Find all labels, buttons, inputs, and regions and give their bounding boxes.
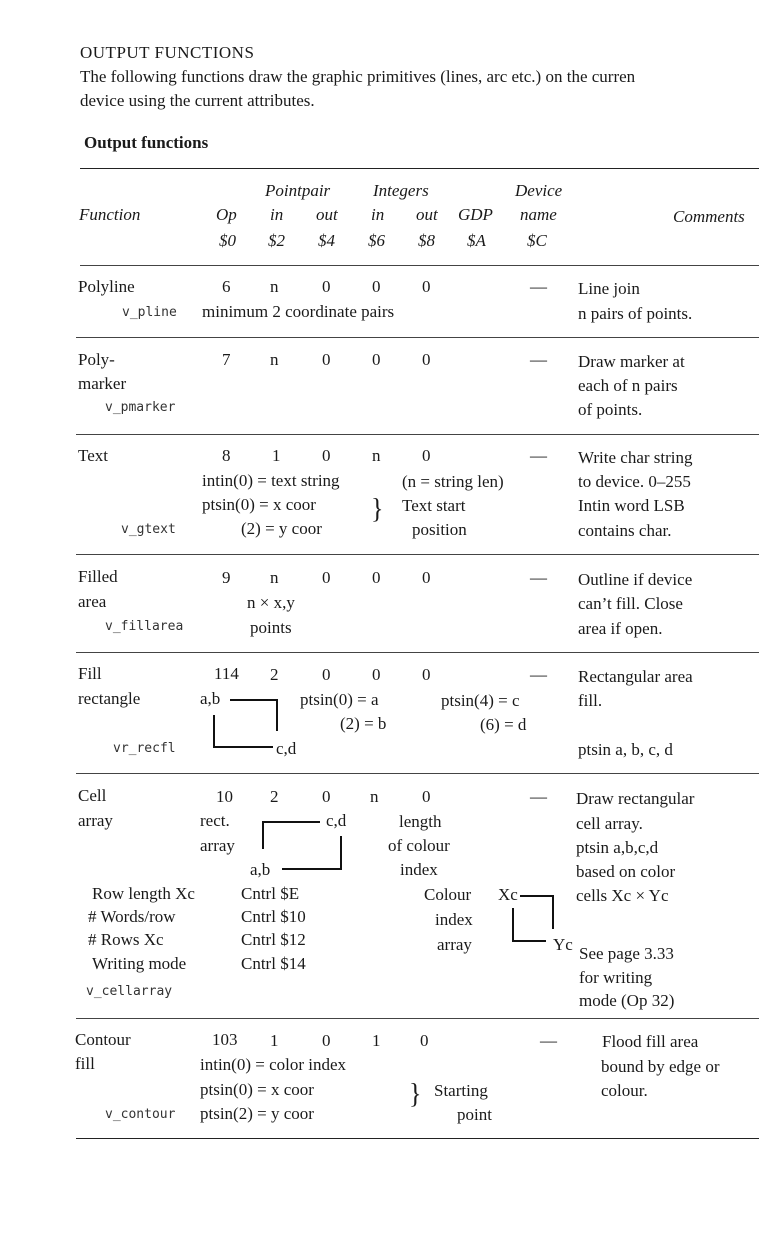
- control-value: Cntrl $12: [241, 930, 306, 949]
- integers-in-value: 0: [372, 568, 381, 587]
- header-pointpair: Pointpair: [265, 181, 331, 200]
- function-code: v_fillarea: [105, 619, 184, 634]
- function-note: ptsin(2) = y coor: [200, 1104, 314, 1123]
- function-note: Colour: [424, 885, 472, 904]
- pointpair-out-value: 0: [322, 568, 331, 587]
- comment-line: area if open.: [578, 619, 663, 638]
- function-code: v_pline: [122, 305, 177, 320]
- function-name: Cell: [78, 786, 107, 805]
- header-offset: $0: [219, 231, 236, 250]
- row-rule: [76, 337, 759, 338]
- diagram-line: [213, 746, 273, 748]
- comment-line: can’t fill. Close: [578, 594, 683, 613]
- header-pointpair-in: in: [270, 205, 284, 224]
- comment-line: Write char string: [578, 448, 693, 467]
- pointpair-out-value: 0: [322, 277, 331, 296]
- op-value: 10: [216, 787, 233, 806]
- integers-out-value: 0: [420, 1031, 429, 1050]
- comment-line: ptsin a,b,c,d: [576, 838, 659, 857]
- device-name-value: —: [530, 787, 547, 806]
- intro-line-2: device using the current attributes.: [80, 91, 315, 110]
- function-note: (n = string len): [402, 472, 504, 491]
- section-heading: OUTPUT FUNCTIONS: [80, 43, 255, 62]
- comment-line: cell array.: [576, 814, 643, 833]
- control-label: Writing mode: [92, 954, 187, 973]
- function-note: ptsin(0) = x coor: [200, 1080, 314, 1099]
- function-name: marker: [78, 374, 127, 393]
- function-note: index: [400, 860, 438, 879]
- function-note: array: [437, 935, 472, 954]
- function-note: Starting: [434, 1081, 488, 1100]
- header-device: Device: [515, 181, 563, 200]
- function-note: point: [457, 1105, 492, 1124]
- header-offset: $C: [527, 231, 547, 250]
- function-name: Fill: [78, 664, 102, 683]
- comment-line: See page 3.33: [579, 944, 674, 963]
- comment-line: colour.: [601, 1081, 648, 1100]
- function-code: v_cellarray: [86, 984, 173, 999]
- diagram-line: [282, 868, 342, 870]
- header-pointpair-out: out: [316, 205, 338, 224]
- header-gdp: GDP: [458, 205, 493, 224]
- diagram-line: [552, 895, 554, 929]
- integers-in-value: 0: [372, 350, 381, 369]
- pointpair-in-value: 1: [270, 1031, 279, 1050]
- comment-line: mode (Op 32): [579, 991, 675, 1010]
- device-name-value: —: [530, 568, 547, 587]
- integers-out-value: 0: [422, 568, 431, 587]
- header-offset: $4: [318, 231, 335, 250]
- header-comments: Comments: [673, 207, 745, 226]
- device-name-value: —: [530, 446, 547, 465]
- pointpair-in-value: n: [270, 568, 279, 587]
- op-value: 103: [212, 1030, 238, 1049]
- diagram-line: [520, 895, 552, 897]
- brace-glyph: }: [371, 492, 384, 525]
- function-name: area: [78, 592, 107, 611]
- header-offset: $A: [467, 231, 486, 250]
- integers-out-value: 0: [422, 665, 431, 684]
- function-name: array: [78, 811, 113, 830]
- comment-line: Outline if device: [578, 570, 693, 589]
- pointpair-in-value: 2: [270, 665, 279, 684]
- comment-line: n pairs of points.: [578, 304, 693, 323]
- op-value: 8: [222, 446, 231, 465]
- device-name-value: —: [530, 665, 547, 684]
- pointpair-out-value: 0: [322, 446, 331, 465]
- header-device-name: name: [520, 205, 557, 224]
- op-value: 7: [222, 350, 231, 369]
- function-note: index: [435, 910, 473, 929]
- header-integers-in: in: [371, 205, 385, 224]
- corner-label: a,b: [250, 860, 271, 879]
- function-note: rect.: [200, 811, 230, 830]
- pointpair-in-value: n: [270, 277, 279, 296]
- comment-line: each of n pairs: [578, 376, 678, 395]
- pointpair-out-value: 0: [322, 787, 331, 806]
- diagram-line: [512, 908, 514, 942]
- diagram-line: [276, 699, 278, 731]
- diagram-line: [262, 821, 320, 823]
- pointpair-out-value: 0: [322, 665, 331, 684]
- control-label: Row length Xc: [92, 884, 195, 903]
- control-value: Cntrl $14: [241, 954, 306, 973]
- integers-in-value: 0: [372, 277, 381, 296]
- function-note: Text start: [402, 496, 466, 515]
- diagram-line: [213, 715, 215, 747]
- diagram-line: [512, 940, 546, 942]
- header-integers: Integers: [373, 181, 429, 200]
- header-offset: $6: [368, 231, 385, 250]
- integers-in-value: 0: [372, 665, 381, 684]
- pointpair-in-value: 1: [272, 446, 281, 465]
- header-op: Op: [216, 205, 237, 224]
- comment-line: Line join: [578, 279, 640, 298]
- function-note: position: [412, 520, 467, 539]
- corner-label: Yc: [553, 935, 573, 954]
- header-integers-out: out: [416, 205, 438, 224]
- function-code: v_pmarker: [105, 400, 176, 415]
- table-bottom-rule: [76, 1138, 759, 1139]
- comment-line: Intin word LSB: [578, 496, 685, 515]
- integers-out-value: 0: [422, 277, 431, 296]
- control-value: Cntrl $10: [241, 907, 306, 926]
- row-rule: [76, 434, 759, 435]
- comment-line: ptsin a, b, c, d: [578, 740, 673, 759]
- control-label: # Rows Xc: [88, 930, 164, 949]
- comment-line: Draw rectangular: [576, 789, 695, 808]
- function-note: minimum 2 coordinate pairs: [202, 302, 395, 321]
- row-rule: [76, 1018, 759, 1019]
- function-note: length: [399, 812, 442, 831]
- op-value: 114: [214, 664, 239, 683]
- comment-line: cells Xc × Yc: [576, 886, 669, 905]
- comment-line: bound by edge or: [601, 1057, 720, 1076]
- corner-label: c,d: [276, 739, 297, 758]
- control-value: Cntrl $E: [241, 884, 300, 903]
- device-name-value: —: [530, 277, 547, 296]
- control-label: # Words/row: [88, 907, 176, 926]
- header-offset: $2: [268, 231, 285, 250]
- header-function: Function: [79, 205, 141, 224]
- comment-line: to device. 0–255: [578, 472, 691, 491]
- function-name: rectangle: [78, 689, 141, 708]
- comment-line: contains char.: [578, 521, 672, 540]
- function-note: points: [250, 618, 292, 637]
- function-name: Poly-: [78, 350, 115, 369]
- function-name: fill: [75, 1054, 95, 1073]
- function-note: (2) = y coor: [241, 519, 322, 538]
- integers-out-value: 0: [422, 446, 431, 465]
- table-title: Output functions: [84, 133, 209, 152]
- diagram-line: [262, 821, 264, 849]
- function-note: (6) = d: [480, 715, 527, 734]
- row-rule: [80, 265, 759, 266]
- integers-in-value: n: [370, 787, 379, 806]
- pointpair-in-value: n: [270, 350, 279, 369]
- function-name: Contour: [75, 1030, 131, 1049]
- function-name: Text: [78, 446, 108, 465]
- diagram-line: [230, 699, 278, 701]
- function-note: ptsin(4) = c: [441, 691, 520, 710]
- comment-line: based on color: [576, 862, 676, 881]
- row-rule: [76, 652, 759, 653]
- pointpair-in-value: 2: [270, 787, 279, 806]
- function-code: v_contour: [105, 1107, 176, 1122]
- device-name-value: —: [540, 1031, 557, 1050]
- comment-line: for writing: [579, 968, 653, 987]
- function-note: n × x,y: [247, 593, 295, 612]
- integers-out-value: 0: [422, 350, 431, 369]
- comment-line: fill.: [578, 691, 603, 710]
- function-name: Polyline: [78, 277, 135, 296]
- device-name-value: —: [530, 350, 547, 369]
- function-code: v_gtext: [121, 522, 176, 537]
- pointpair-out-value: 0: [322, 1031, 331, 1050]
- function-code: vr_recfl: [113, 741, 176, 756]
- function-note: ptsin(0) = a: [300, 690, 379, 709]
- comment-line: Flood fill area: [602, 1032, 699, 1051]
- row-rule: [76, 554, 759, 555]
- brace-glyph: }: [409, 1077, 422, 1110]
- function-name: Filled: [78, 567, 118, 586]
- function-note: of colour: [388, 836, 450, 855]
- corner-label: c,d: [326, 811, 347, 830]
- table-top-rule: [80, 168, 759, 169]
- intro-line-1: The following functions draw the graphic primitives (lines, arc etc.) on the curren: [80, 67, 636, 86]
- integers-in-value: n: [372, 446, 381, 465]
- function-note: intin(0) = text string: [202, 471, 340, 490]
- function-note: ptsin(0) = x coor: [202, 495, 316, 514]
- header-offset: $8: [418, 231, 435, 250]
- function-note: intin(0) = color index: [200, 1055, 347, 1074]
- comment-line: Rectangular area: [578, 667, 693, 686]
- function-note: (2) = b: [340, 714, 387, 733]
- integers-in-value: 1: [372, 1031, 381, 1050]
- op-value: 6: [222, 277, 231, 296]
- comment-line: Draw marker at: [578, 352, 685, 371]
- comment-line: of points.: [578, 400, 643, 419]
- function-note: array: [200, 836, 235, 855]
- integers-out-value: 0: [422, 787, 431, 806]
- row-rule: [76, 773, 759, 774]
- op-value: 9: [222, 568, 231, 587]
- corner-label: a,b: [200, 689, 221, 708]
- corner-label: Xc: [498, 885, 518, 904]
- pointpair-out-value: 0: [322, 350, 331, 369]
- diagram-line: [340, 836, 342, 870]
